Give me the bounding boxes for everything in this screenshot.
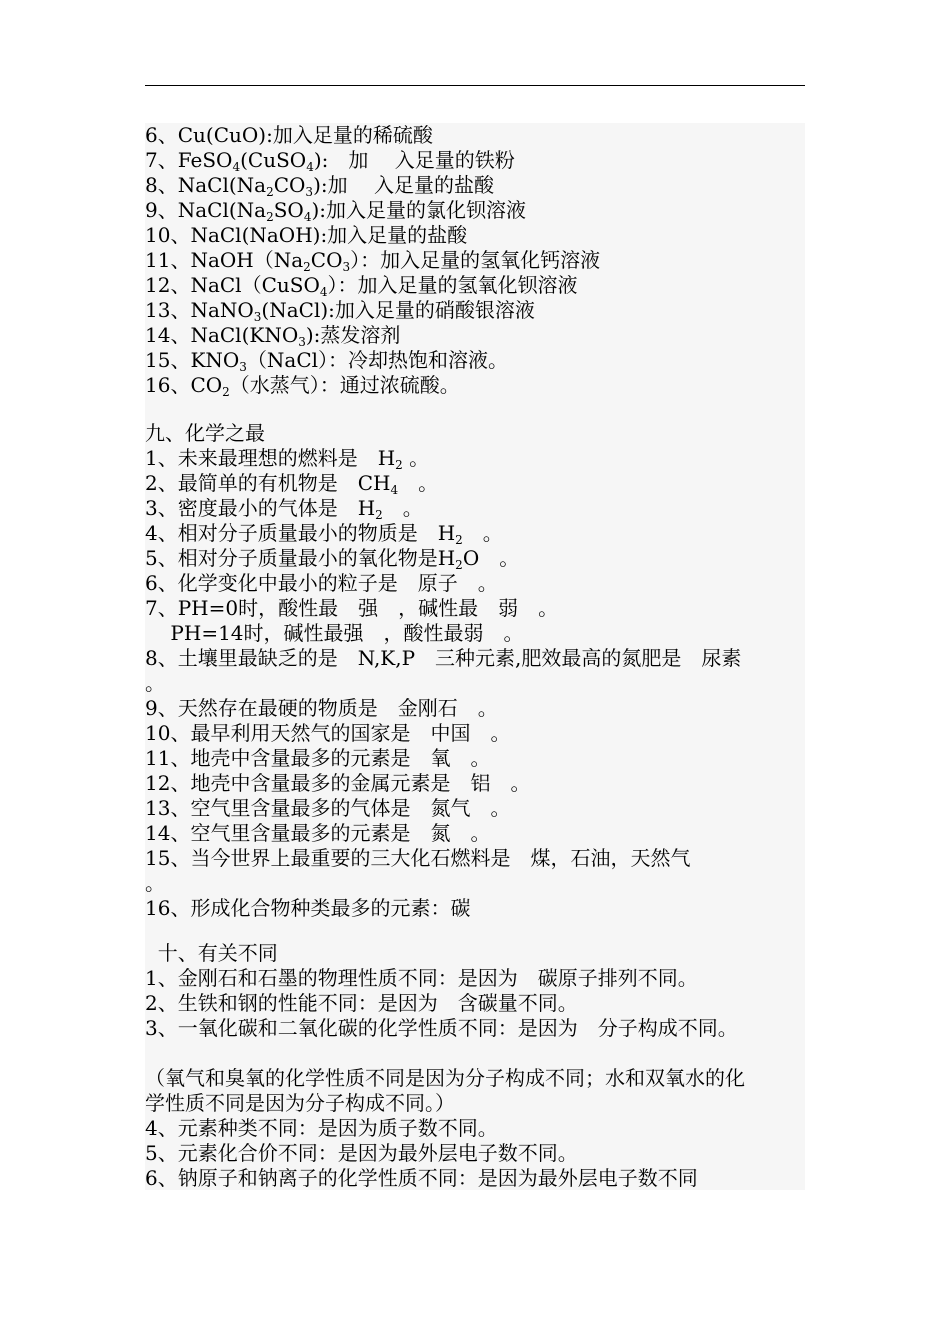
text-line — [145, 123, 433, 148]
text-segment: ): 加 入足量的铁粉 — [313, 148, 515, 172]
subscript: 4 — [319, 285, 328, 299]
text-line — [145, 273, 578, 298]
text-line — [145, 1066, 745, 1091]
text-segment: 14、NaCl(KNO — [145, 323, 299, 347]
text-line — [145, 471, 438, 496]
text-line — [145, 1016, 738, 1041]
text-segment: 4、相对分子质量最小的物质是 H — [145, 521, 456, 545]
text-segment: SO — [273, 198, 304, 222]
text-segment: 7、FeSO — [145, 148, 233, 172]
text-line — [145, 671, 165, 696]
text-line — [145, 348, 508, 373]
subscript: 4 — [303, 210, 312, 224]
text-segment: 十、有关不同 — [145, 941, 278, 965]
text-line — [145, 1091, 455, 1116]
text-segment: 。 — [145, 671, 165, 695]
text-segment: 6、Cu(CuO):加入足量的稀硫酸 — [145, 123, 433, 147]
text-segment: 1、金刚石和石墨的物理性质不同：是因为 碳原子排列不同。 — [145, 966, 698, 990]
text-line — [145, 846, 690, 871]
text-line — [145, 546, 519, 571]
text-line — [145, 991, 578, 1016]
subscript: 3 — [305, 185, 314, 199]
text-line — [145, 646, 741, 671]
text-line — [145, 446, 429, 471]
text-line — [145, 1116, 498, 1141]
text-segment: 15、KNO — [145, 348, 240, 372]
text-segment: ):蒸发溶剂 — [305, 323, 401, 347]
text-line — [145, 198, 526, 223]
text-line — [145, 721, 510, 746]
text-segment: （水蒸气）：通过浓硫酸。 — [229, 373, 460, 397]
text-line — [145, 796, 510, 821]
subscript: 2 — [303, 260, 311, 274]
text-segment: 1、未来最理想的燃料是 H — [145, 446, 396, 470]
text-segment: 16、形成化合物种类最多的元素：碳 — [145, 896, 471, 920]
subscript: 3 — [239, 360, 247, 374]
text-segment: 11、地壳中含量最多的元素是 氧 。 — [145, 746, 491, 770]
text-segment: 。 — [145, 871, 165, 895]
subscript: 2 — [222, 385, 230, 399]
text-segment: 9、NaCl(Na — [145, 198, 267, 222]
text-segment: O 。 — [462, 546, 520, 570]
text-segment: ）：加入足量的氢氧化钙溶液 — [350, 248, 601, 272]
text-segment: ):加入足量的氯化钡溶液 — [311, 198, 527, 222]
subscript: 2 — [266, 185, 274, 199]
text-segment: 3、一氧化碳和二氧化碳的化学性质不同：是因为 分子构成不同。 — [145, 1016, 738, 1040]
text-segment: 。 — [398, 471, 439, 495]
text-line — [145, 496, 423, 521]
text-segment: 9、天然存在最硬的物质是 金刚石 。 — [145, 696, 498, 720]
text-line — [145, 771, 530, 796]
text-segment: ):加 入足量的盐酸 — [313, 173, 494, 197]
text-segment: 九、化学之最 — [145, 421, 265, 445]
text-line — [145, 746, 490, 771]
text-segment: 8、土壤里最缺乏的是 N,K,P 三种元素,肥效最高的氮肥是 尿素 — [145, 646, 742, 670]
text-segment: 13、NaNO — [145, 298, 254, 322]
subscript: 2 — [266, 210, 274, 224]
text-segment: 8、NaCl(Na — [145, 173, 267, 197]
text-line — [145, 871, 165, 896]
text-segment: 15、当今世界上最重要的三大化石燃料是 煤，石油，天然气 — [145, 846, 691, 870]
text-line — [145, 1141, 578, 1166]
text-segment: 学性质不同是因为分子构成不同。） — [145, 1091, 455, 1115]
text-segment: 11、NaOH（Na — [145, 248, 304, 272]
text-segment: 2、最简单的有机物是 CH — [145, 471, 391, 495]
text-line — [145, 521, 503, 546]
text-segment: 7、PH=0时，酸性最 强 ，碱性最 弱 。 — [145, 596, 559, 620]
subscript: 3 — [253, 310, 262, 324]
text-segment: 13、空气里含量最多的气体是 氮气 。 — [145, 796, 511, 820]
subscript: 4 — [390, 483, 399, 497]
text-segment: 14、空气里含量最多的元素是 氮 。 — [145, 821, 491, 845]
subscript: 2 — [375, 508, 383, 522]
text-segment: 6、化学变化中最小的粒子是 原子 。 — [145, 571, 498, 595]
text-segment: 10、最早利用天然气的国家是 中国 。 — [145, 721, 511, 745]
text-line — [145, 571, 498, 596]
text-segment: 16、CO — [145, 373, 223, 397]
text-line — [145, 1166, 698, 1191]
text-line — [145, 173, 494, 198]
text-segment: (CuSO — [240, 148, 307, 172]
text-line — [145, 896, 470, 921]
text-segment: 。 — [382, 496, 423, 520]
text-segment: 5、元素化合价不同：是因为最外层电子数不同。 — [145, 1141, 578, 1165]
text-line — [145, 696, 498, 721]
subscript: 2 — [455, 558, 463, 572]
text-segment: 。 — [402, 446, 430, 470]
text-line — [145, 621, 524, 646]
text-segment: 3、密度最小的气体是 H — [145, 496, 376, 520]
text-segment: 12、地壳中含量最多的金属元素是 铝 。 — [145, 771, 531, 795]
text-segment: PH=14时，碱性最强 ，酸性最弱 。 — [145, 621, 524, 645]
text-segment: 6、钠原子和钠离子的化学性质不同：是因为最外层电子数不同 — [145, 1166, 698, 1190]
text-segment: CO — [310, 248, 343, 272]
header-rule — [145, 85, 805, 86]
text-segment: (NaCl):加入足量的硝酸银溶液 — [261, 298, 535, 322]
text-segment: （NaCl）：冷却热饱和溶液。 — [246, 348, 509, 372]
text-line — [145, 373, 460, 398]
subscript: 3 — [298, 335, 306, 349]
text-line — [145, 323, 400, 348]
text-segment: ）：加入足量的氢氧化钡溶液 — [327, 273, 578, 297]
text-line — [145, 596, 558, 621]
text-segment: 。 — [462, 521, 503, 545]
subscript: 4 — [306, 160, 314, 174]
text-line — [145, 941, 278, 966]
subscript: 3 — [342, 260, 351, 274]
text-line — [145, 248, 600, 273]
text-segment: CO — [273, 173, 306, 197]
text-segment: 4、元素种类不同：是因为质子数不同。 — [145, 1116, 498, 1140]
subscript: 2 — [455, 533, 463, 547]
subscript: 2 — [395, 458, 403, 472]
text-segment: 12、NaCl（CuSO — [145, 273, 320, 297]
text-line — [145, 821, 490, 846]
text-line — [145, 421, 265, 446]
text-segment: 10、NaCl(NaOH):加入足量的盐酸 — [145, 223, 468, 247]
text-line — [145, 298, 535, 323]
subscript: 4 — [232, 160, 241, 174]
text-segment: 2、生铁和钢的性能不同：是因为 含碳量不同。 — [145, 991, 578, 1015]
text-line — [145, 223, 467, 248]
document-body — [145, 123, 805, 1190]
text-line — [145, 966, 698, 991]
text-line — [145, 148, 515, 173]
text-segment: 5、相对分子质量最小的氧化物是H — [145, 546, 456, 570]
text-segment: （氧气和臭氧的化学性质不同是因为分子构成不同；水和双氧水的化 — [145, 1066, 745, 1090]
